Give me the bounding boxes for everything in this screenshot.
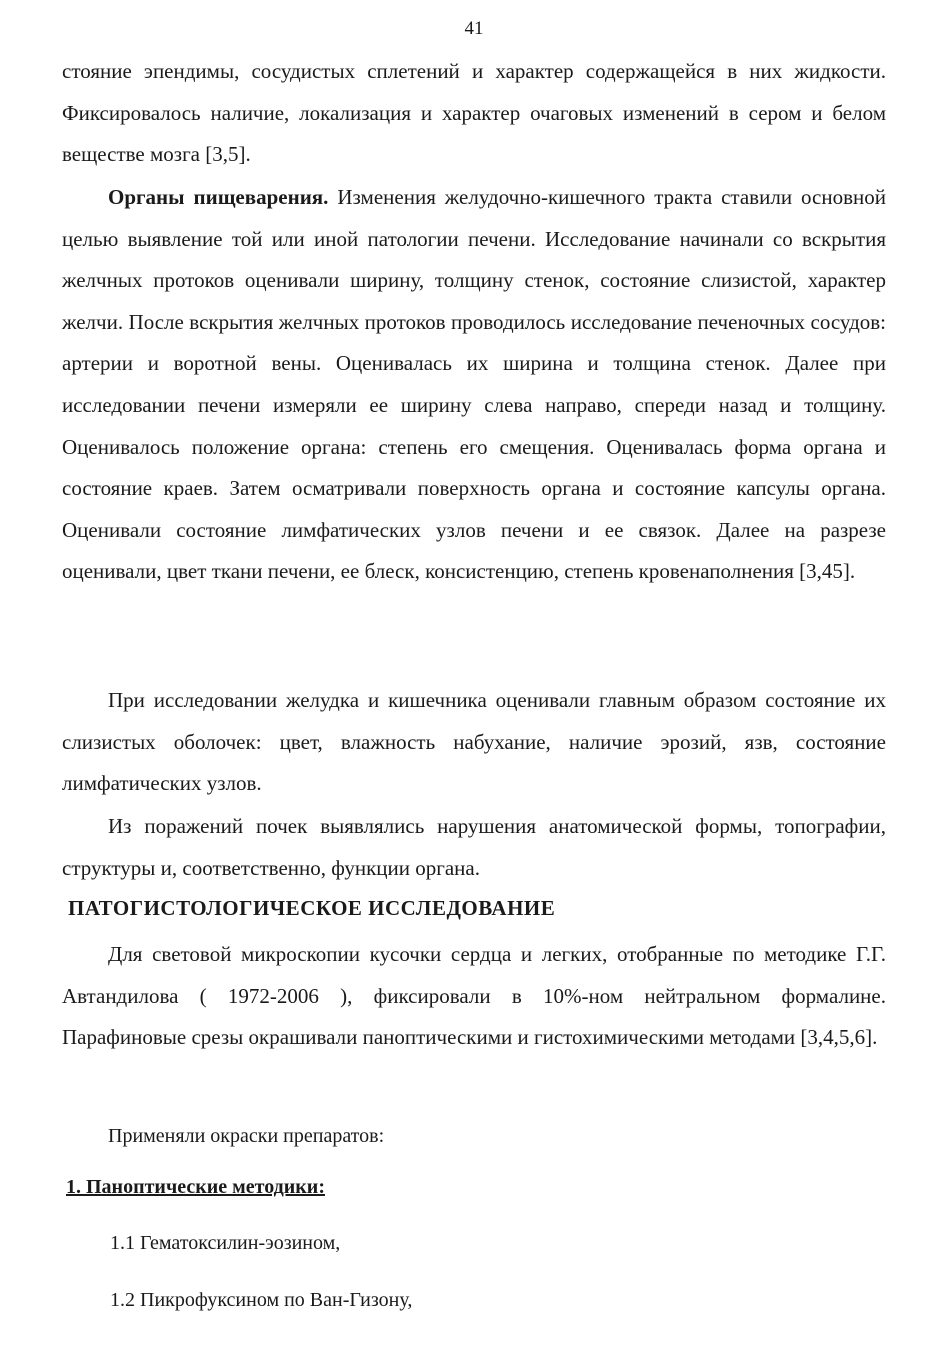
paragraph-stomach [62, 680, 886, 805]
kidneys-text: Из поражений почек выявлялись нарушения анатомической формы, топографии, структуры и, соответственно, функции органа. [62, 814, 886, 880]
list-item: 1.2 Пикрофуксином по Ван-Гизону, [110, 1289, 413, 1311]
histology-heading: ПАТОГИСТОЛОГИЧЕСКОЕ ИССЛЕДОВАНИЕ [68, 896, 556, 920]
page-number: 41 [464, 18, 484, 39]
stomach-text: При исследовании желудка и кишечника оценивали главным образом состояние их слизистых оболочек: цвет, влажность набухание, наличие эрозий, язв, состояние лимфатических узлов. [62, 688, 886, 796]
digestive-heading: Органы пищеварения. [108, 185, 329, 209]
paragraph-histology [62, 934, 886, 1059]
paragraph-digestive [62, 177, 886, 593]
digestive-paragraph [62, 177, 886, 593]
list-item: 1.1 Гематоксилин-эозином, [110, 1232, 341, 1254]
panoptic-methods-subheading: 1. Паноптические методики: [66, 1176, 325, 1198]
paragraph-kidneys [62, 806, 886, 889]
continuation-text: стояние эпендимы, сосудистых сплетений и характер содержащейся в них жидкости. Фиксировалось наличие, локализация и характер очаговых изменений в сером и белом веществе мозга [3,5]. [62, 59, 886, 167]
digestive-text: Изменения желудочно-кишечного тракта ставили основной целью выявление той или иной патологии печени. Исследование начинали со вскрытия желчных протоков оценивали ширину, толщину стенок, состояние слизистой, характер желчи. После вскрытия желчных протоков проводилось исследование печеночных сосудов: артерии и воротной вены. Оценивалась их ширина и толщина стенок. Далее при исследовании печени измеряли ее ширину слева направо, спереди назад и толщину. Оценивалось положение органа: степень его смещения. Оценивалась форма органа и состояние краев. Затем осматривали поверхность органа и состояние капсулы органа. Оценивали состояние лимфатических узлов печени и ее связок. Далее на разрезе оценивали, цвет ткани печени, ее блеск, консистенцию, степень кровенаполнения [3,45]. [62, 185, 886, 584]
histology-text: Для световой микроскопии кусочки сердца и легких, отобранные по методике Г.Г. Автандилова ( 1972-2006 ), фиксировали в 10%-ном нейтральном формалине. Парафиновые срезы окрашивали паноптическими и гистохимическими методами [3,4,5,6]. [62, 942, 886, 1050]
paragraph-continuation [62, 51, 886, 176]
applied-stains-text: Применяли окраски препаратов: [108, 1125, 385, 1147]
